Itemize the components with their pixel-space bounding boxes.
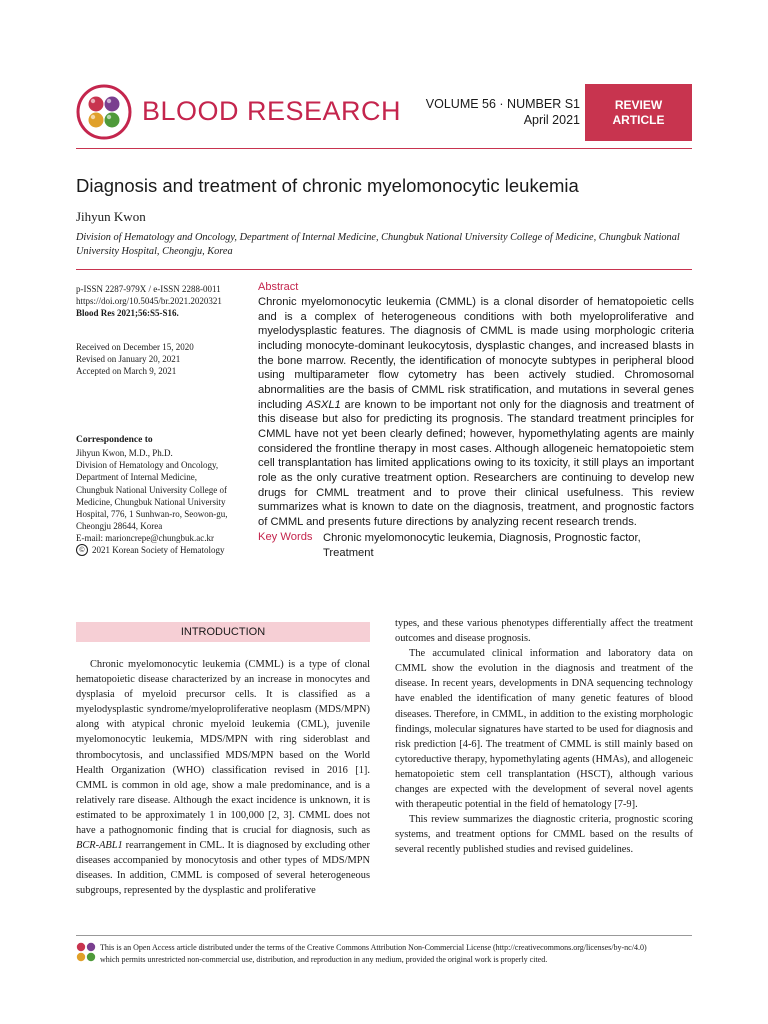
correspondence-details (76, 447, 256, 545)
abstract-part: Chronic myelomonocytic leukemia (CMML) is a clonal disorder of hematopoietic cells and is a complex of heterogeneous conditions with both myeloproliferative and myelodysplastic features. The diagnosis of CMML is made using morphologic criteria including monocyte-dominant leukocytosis, dysplastic changes, and increased blasts in the bone marrow. Recently, the identification of monocyte subtypes in peripheral blood using multiparameter flow cytometry has been actively studied. Chromosomal abnormalities are the basis of CMML risk stratification, and mutations in several genes including (258, 296, 694, 411)
citation: Blood Res 2021;56:S5-S16. (76, 308, 179, 319)
paragraph-part: rearrangement in CML. It is diagnosed by excluding other diseases accompanied by monocytosis and other types of MDS/MPN diseases. In addition, CMML is composed of several heterogeneous subgroups, represented by the dysplastic and proliferative (76, 840, 370, 897)
section-heading-introduction: INTRODUCTION (76, 622, 370, 642)
correspondence-line: Medicine, Chungbuk National University (76, 496, 226, 507)
header-divider (76, 148, 692, 149)
article-type-badge (585, 84, 692, 141)
correspondence-line: Cheongju 28644, Korea (76, 521, 163, 532)
received-date: Received on December 15, 2020 (76, 342, 194, 352)
copyright-icon: © (76, 544, 88, 556)
license-line: which permits unrestricted non-commercial use, distribution, and reproduction in any medium, provided the original work is properly cited. (100, 954, 548, 964)
correspondence-line: Division of Hematology and Oncology, (76, 460, 219, 471)
abstract-text (258, 295, 694, 530)
volume-number: VOLUME 56 · NUMBER S1 (425, 97, 580, 111)
journal-name: BLOOD RESEARCH (142, 96, 402, 126)
correspondence-line: Hospital, 776, 1 Sunhwan-ro, Seowon-gu, (76, 509, 228, 520)
correspondence-line: Jihyun Kwon, M.D., Ph.D. (76, 448, 173, 458)
keywords-text: Chronic myelomonocytic leukemia, Diagnosis, Prognostic factor, Treatment (323, 532, 641, 559)
article-type-line2: ARTICLE (612, 112, 665, 127)
license-line: This is an Open Access article distributed under the terms of the Creative Commons Attribution Non-Commercial License (http://creativecommons.org/licenses/by-nc/4.0) (100, 943, 647, 952)
publication-info (76, 283, 256, 320)
paragraph: types, and these various phenotypes differentially affect the treatment outcomes and disease prognosis. (395, 618, 693, 645)
accepted-date: Accepted on March 9, 2021 (76, 366, 177, 377)
footer-divider (76, 935, 692, 936)
correspondence-email[interactable]: E-mail: marioncrepe@chungbuk.ac.kr (76, 533, 214, 544)
body-column-right (395, 616, 693, 858)
title-divider (76, 269, 692, 270)
abstract-heading: Abstract (258, 281, 299, 293)
paragraph: This review summarizes the diagnostic criteria, prognostic scoring systems, and treatment options for CMML based on the results of several recently published studies and revised guidelines. (395, 814, 693, 856)
issn: p-ISSN 2287-979X / e-ISSN 2288-0011 (76, 284, 221, 294)
article-history (76, 341, 256, 378)
doi-link[interactable]: https://doi.org/10.5045/br.2021.2020321 (76, 296, 222, 307)
copyright-notice (76, 544, 224, 556)
author-affiliation: Division of Hematology and Oncology, Department of Internal Medicine, Chungbuk National University College of Medicine, Chungbuk National University Hospital, Cheongju, Korea (76, 232, 680, 257)
keywords-label: Key Words (258, 531, 313, 543)
abstract-gene-name: ASXL1 (305, 398, 341, 411)
abstract-part: are known to be important not only for the diagnosis and treatment of this disease but also for predicting its prognosis. The standard treatment principles for CMML have not yet been clearly defined; however, hypomethylating agents are mainly considered the frontline therapy in most cases. Although allogeneic hematopoietic stem cell transplantation has limited applications owing to its toxicity, it still plays an important role as the only curative treatment option. Researchers are continuing to develop new drugs for CMML treatment and to prove their clinical usefulness. This review summarizes what is known to date on the diagnosis, treatment, and prognostic factors of CMML and presents future directions by analyzing recent research trends. (258, 398, 694, 528)
body-column-left (76, 657, 370, 899)
copyright-text: 2021 Korean Society of Hematology (92, 545, 225, 555)
correspondence-heading: Correspondence to (76, 435, 153, 445)
issue-date: April 2021 (523, 113, 580, 127)
creative-commons-icon (76, 942, 98, 964)
gene-name: BCR-ABL1 (76, 840, 123, 852)
correspondence-line: Department of Internal Medicine, (76, 472, 197, 483)
article-title: Diagnosis and treatment of chronic myelomonocytic leukemia (76, 175, 579, 196)
paragraph-part: Chronic myelomonocytic leukemia (CMML) is a type of clonal hematopoietic disease characterized by an increase in monocytes and dysplasia of myeloid precursor cells. It is classified as a myelodysplastic syndrome/myeloproliferative neoplasm (MDS/MPN) along with atypical chronic myeloid leukemia (CML), juvenile myelomonocytic leukemia, MDS/MPN with ring sideroblast and thrombocytosis, and unclassified MDS/MPN based on the World Health Organization (WHO) classification revised in 2016 [1]. CMML is common in old age, show a male predominance, and is a relatively rare disease. Although the exact incidence is unknown, it is estimated to be approximately 1 in 100,000 [2, 3]. CMML does not have a pathognomonic finding that is crucial for diagnosis, such as (76, 659, 370, 837)
revised-date: Revised on January 20, 2021 (76, 354, 181, 365)
author-name: Jihyun Kwon (76, 209, 146, 224)
paragraph (76, 657, 370, 899)
paragraph: The accumulated clinical information and laboratory data on CMML show the evolution in the diagnosis and treatment of the disease. In recent years, developments in DNA sequencing technology have enabled the identification of many genetic features of blood diseases. Therefore, in CMML, in addition to the existing morphologic findings, molecular signatures have started to be used for diagnosis and risk prediction [4-6]. The treatment of CMML is still mainly based on cytoreductive therapy, hypomethylating agents (HMAs), and allogeneic hematopoietic stem cell transplantation (HSCT), although various changes are expected with the development of several novel agents with therapeutic potential in the field of hematology [7-9]. (395, 648, 693, 811)
correspondence-line: Chungbuk National University College of (76, 484, 227, 495)
license-notice (100, 942, 696, 965)
journal-logo (76, 84, 132, 140)
article-type-line1: REVIEW (614, 97, 663, 112)
